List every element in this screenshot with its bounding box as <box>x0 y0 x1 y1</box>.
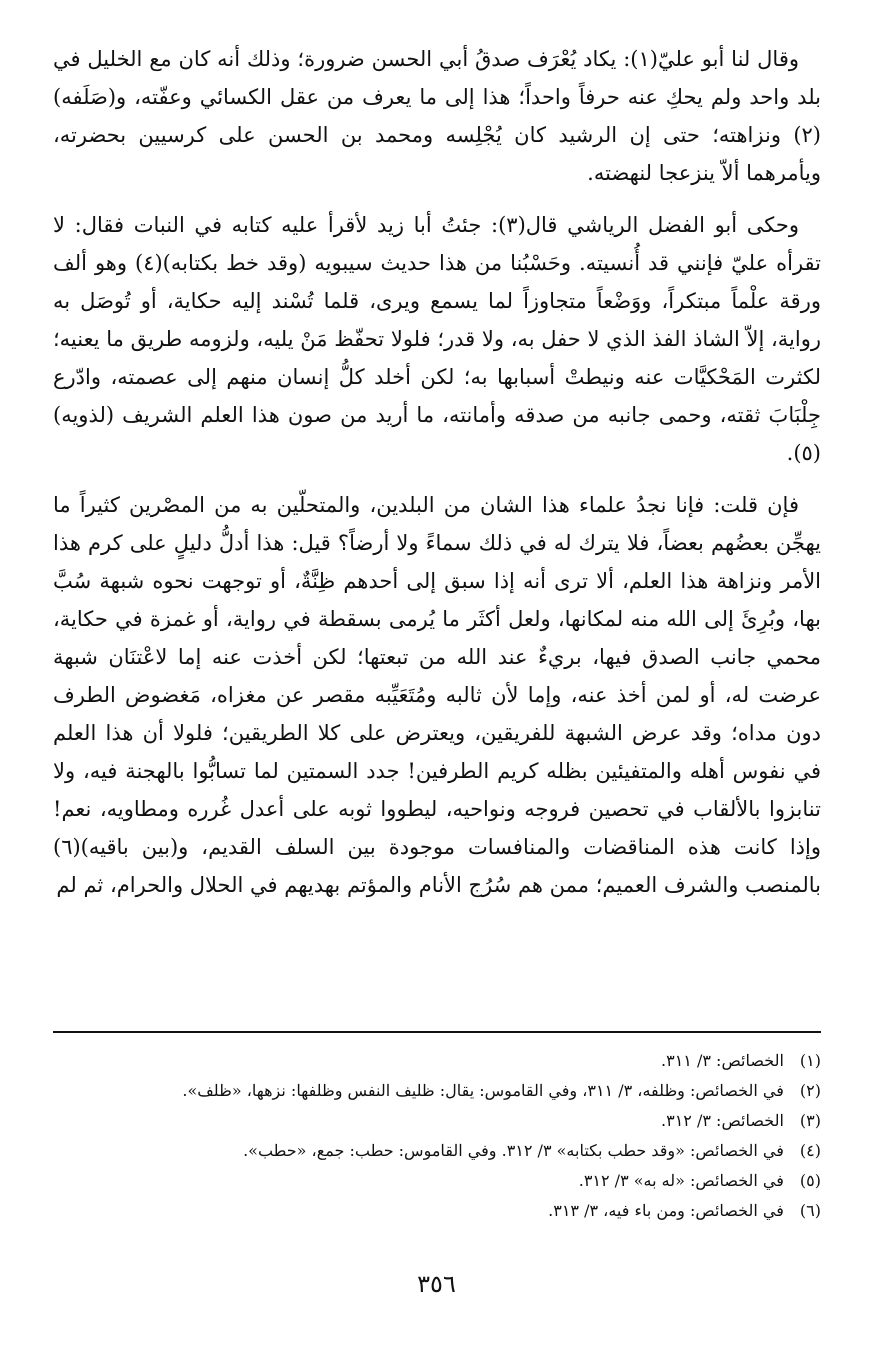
footnotes-list <box>53 1046 821 1226</box>
footnote-number: (٣) <box>799 1111 821 1130</box>
footnote-text: الخصائص: ٣/ ٣١١. <box>661 1051 784 1070</box>
page-number: ٣٥٦ <box>417 1270 456 1298</box>
footnote-text: في الخصائص: وظلفه، ٣/ ٣١١، وفي القاموس: يقال: ظليف النفس وظلفها: نزهها، «ظلف». <box>182 1081 784 1100</box>
footnote-number: (٢) <box>799 1081 821 1100</box>
footnote-number: (١) <box>799 1051 821 1070</box>
footnote-number: (٤) <box>799 1141 821 1160</box>
footnote-text: في الخصائص: «وقد حطب بكتابه» ٣/ ٣١٢. وفي القاموس: حطب: جمع، «حطب». <box>243 1141 784 1160</box>
footnote-4 <box>53 1136 821 1166</box>
footnote-text: في الخصائص: «له به» ٣/ ٣١٢. <box>578 1171 784 1190</box>
footnote-number: (٦) <box>799 1201 821 1220</box>
footnote-2 <box>53 1076 821 1106</box>
footnote-5 <box>53 1166 821 1196</box>
paragraph-1: وقال لنا أبو عليّ(١): يكاد يُعْرَف صدقُ أبي الحسن ضرورة؛ وذلك أنه كان مع الخليل في بلد واحد ولم يحكِ عنه حرفاً واحداً؛ هذا إلى ما يعرف من عقل الكسائي وعفّته، و(صَلَفه)(٢) ونزاهته؛ حتى إن الرشيد كان يُجْلِسه ومحمد بن الحسن على كرسيين بحضرته، ويأمرهما ألاّ ينزعجا لنهضته. <box>53 47 821 185</box>
footnote-divider <box>53 1031 821 1033</box>
footnote-1 <box>53 1046 821 1076</box>
footnote-3 <box>53 1106 821 1136</box>
paragraph-2: وحكى أبو الفضل الرياشي قال(٣): جئتُ أبا زيد لأقرأ عليه كتابه في النبات فقال: لا تقرأه عليّ فإنني قد أُنسيته. وحَسْبُنا من هذا حديث سيبويه (وقد خط بكتابه)(٤) وهو ألف ورقة علْماً مبتكراً، ووَضْعاً متجاوزاً لما يسمع ويرى، قلما تُسْند إليه حكاية، أو تُوصَل به رواية، إلاّ الشاذ الفذ الذي لا حفل به، ولا قدر؛ فلولا تحفّظ مَنْ يليه، ولزومه طريق ما يعنيه؛ لكثرت المَحْكيَّات عنه ونيطتْ أسبابها به؛ لكن أخلد كلُّ إنسان منهم إلى عصمته، وادّرع جِلْبَابَ ثقته، وحمى جانبه من صدقه وأمانته، ما أريد من صون هذا العلم الشريف (لذويه)(٥). <box>53 213 821 465</box>
footnote-number: (٥) <box>799 1171 821 1190</box>
footnote-text: في الخصائص: ومن باء فيه، ٣/ ٣١٣. <box>548 1201 784 1220</box>
page-body <box>53 40 821 912</box>
paragraph-3: فإن قلت: فإنا نجدُ علماء هذا الشان من البلدين، والمتحلّين به من المصْرين كثيراً ما يهجِّن بعضُهم بعضاً، فلا يترك له في ذلك سماءً ولا أرضاً؟ قيل: هذا أدلُّ دليلٍ على كرم هذا الأمر ونزاهة هذا العلم، ألا ترى أنه إذا سبق إلى أحدهم ظِنَّةٌ، أو توجهت نحوه شبهة سُبَّ بها، وبُرِئَ إلى الله منه لمكانها، ولعل أكثَر ما يُرمى بسقطة في رواية، أو غمزة في حكاية، محمي جانب الصدق فيها، بريءٌ عند الله من تبعتها؛ لكن أخذت عنه إما لاعْتنَان شبهة عرضت له، أو لمن أخذ عنه، وإما لأن ثالبه ومُتَعَيِّبه مقصر عن مغزاه، مَغضوض الطرف دون مداه؛ وقد عرض الشبهة للفريقين، ويعترض على كلا الطريقين؛ فلولا أن هذا العلم في نفوس أهله والمتفيئين بظله كريم الطرفين! جدد السمتين لما تسابُّوا بالهجنة فيه، ولا تنابزوا بالألقاب في تحصين فروجه ونواحيه، ليطووا ثوبه على أعدل غُرره ومطاويه، نعم! وإذا كانت هذه المناقضات والمنافسات موجودة بين السلف القديم، و(بين باقيه)(٦) بالمنصب والشرف العميم؛ ممن هم سُرُج الأنام والمؤتم بهديهم في الحلال والحرام، ثم لم <box>53 493 821 897</box>
footnote-text: الخصائص: ٣/ ٣١٢. <box>661 1111 784 1130</box>
footnote-6 <box>53 1196 821 1226</box>
